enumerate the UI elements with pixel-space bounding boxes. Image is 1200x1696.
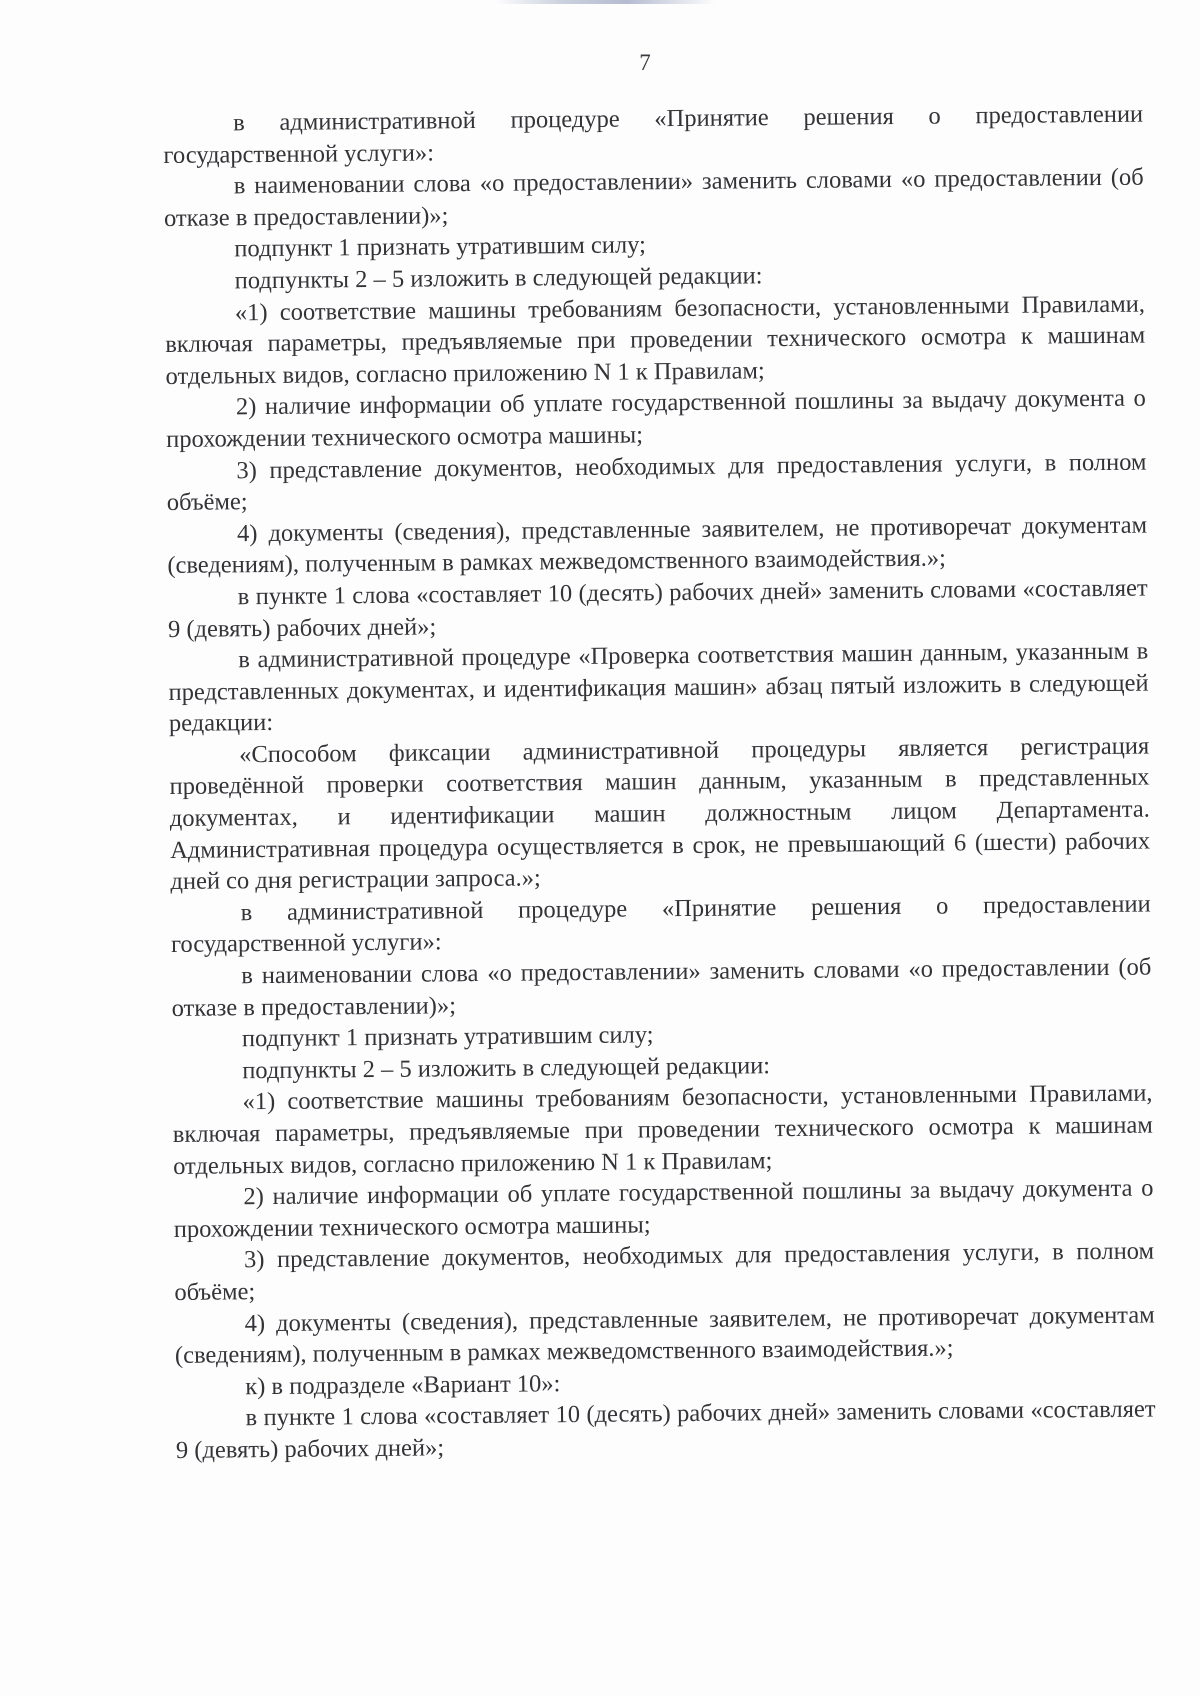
scan-artifact [495,0,715,4]
paragraph: в пункте 1 слова «составляет 10 (десять) рабочих дней» заменить словами «составляет 9 (девять) рабочих дней»; [175,1395,1156,1464]
document-body [163,99,1156,1467]
paragraph: в наименовании слова «о предоставлении» заменить словами «о предоставлении (об отказе в предоставлении)»; [171,953,1152,1022]
paragraph: в административной процедуре «Принятие решения о предоставлении государственной услуги»: [170,890,1151,959]
paragraph: подпункт 1 признать утратившим силу; [234,231,647,263]
paragraph: «Способом фиксации административной процедуры является регистрация проведённой проверки соответствия машин данным, указанным в представленных документах, и идентификации машин должностным лицом Департамента. Административная процедура осуществляется в срок, не превышающий 6 (шести) рабочих дней со дня регистрации запроса.»; [169,732,1151,896]
paragraph: «1) соответствие машины требованиям безопасности, установленными Правилами, включая параметры, предъявляемые при проведении технического осмотра к машинам отдельных видов, согласно приложению N 1 к Правилам; [165,290,1146,390]
paragraph: в административной процедуре «Принятие решения о предоставлении государственной услуги»: [163,100,1144,169]
paragraph: «1) соответствие машины требованиям безопасности, установленными Правилами, включая параметры, предъявляемые при проведении технического осмотра к машинам отдельных видов, согласно приложению N 1 к Правилам; [172,1079,1153,1180]
paragraph: 2) наличие информации об уплате государственной пошлины за выдачу документа о прохождении технического осмотра машины; [173,1174,1154,1243]
paragraph: 4) документы (сведения), представленные заявителем, не противоречат документам (сведениям), полученным в рамках межведомственного взаимодействия.»; [167,511,1148,580]
paragraph: подпункт 1 признать утратившим силу; [241,1021,654,1053]
paragraph: в административной процедуре «Проверка соответствия машин данным, указанным в представленных документах, и идентификация машин» абзац пятый изложить в следующей редакции: [168,637,1149,738]
page-number: 7 [639,50,651,75]
paragraph: 2) наличие информации об уплате государственной пошлины за выдачу документа о прохождении технического осмотра машины; [166,384,1146,453]
paragraph: в наименовании слова «о предоставлении» заменить словами «о предоставлении (об отказе в предоставлении)»; [163,163,1144,232]
paragraph: 3) представление документов, необходимых для предоставления услуги, в полном объёме; [174,1237,1155,1306]
paragraph: подпункты 2 – 5 изложить в следующей редакции: [242,1052,771,1085]
paragraph: 3) представление документов, необходимых для предоставления услуги, в полном объёме; [166,448,1147,517]
paragraph: 4) документы (сведения), представленные заявителем, не противоречат документам (сведениям), полученным в рамках межведомственного взаимодействия.»; [174,1301,1155,1370]
paragraph: подпункты 2 – 5 изложить в следующей редакции: [234,262,763,295]
paragraph: в пункте 1 слова «составляет 10 (десять) рабочих дней» заменить словами «составляет 9 (девять) рабочих дней»; [167,574,1148,643]
paragraph: к) в подразделе «Вариант 10»: [245,1369,561,1401]
